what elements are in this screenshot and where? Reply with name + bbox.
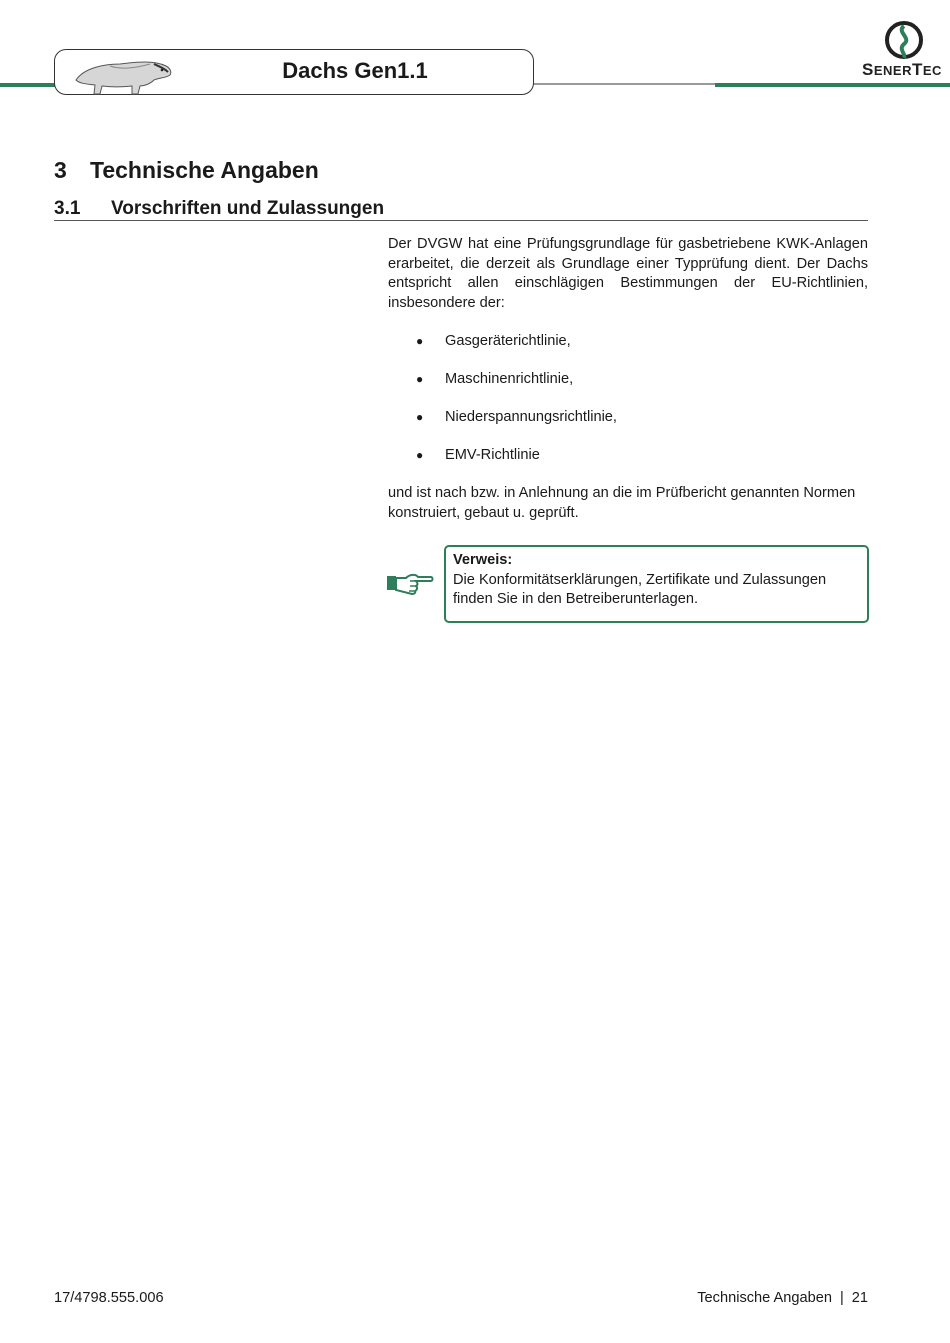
senertec-logo-text: SENERTEC bbox=[862, 60, 942, 79]
footer-section-label: Technische Angaben bbox=[697, 1290, 832, 1306]
section-number: 3.1 bbox=[54, 198, 81, 219]
chapter-heading bbox=[54, 157, 319, 184]
footer-separator: | bbox=[839, 1290, 844, 1306]
footer-doc-number: 17/4798.555.006 bbox=[54, 1290, 164, 1306]
header-title: Dachs Gen1.1 bbox=[282, 58, 428, 83]
note-text: Die Konformitätserklärungen, Zertifikate und Zulassungen finden Sie in den Betreiberunterlagen. bbox=[453, 571, 827, 608]
footer-page-info bbox=[697, 1290, 868, 1306]
reference-note-box bbox=[444, 545, 869, 623]
section-title: Vorschriften und Zulassungen bbox=[111, 198, 385, 219]
list-item: ● Maschinenrichtlinie, bbox=[416, 371, 574, 387]
header-rule-left bbox=[0, 83, 60, 87]
list-item: ● Niederspannungsrichtlinie, bbox=[416, 409, 617, 425]
list-item: ● EMV-Richtlinie bbox=[416, 447, 540, 463]
page-number: 21 bbox=[851, 1290, 868, 1306]
badger-icon bbox=[70, 50, 174, 96]
bullet-icon: ● bbox=[416, 372, 424, 386]
pointing-hand-icon bbox=[386, 570, 434, 596]
header-rule-gray bbox=[530, 83, 716, 85]
senertec-logo-icon bbox=[884, 20, 924, 60]
section-divider bbox=[54, 220, 868, 221]
bullet-icon: ● bbox=[416, 410, 424, 424]
header-rule-right bbox=[715, 83, 950, 87]
bullet-icon: ● bbox=[416, 334, 424, 348]
chapter-title: Technische Angaben bbox=[90, 157, 319, 183]
outro-paragraph: und ist nach bzw. in Anlehnung an die im Prüfbericht genannten Normen konstruiert, gebaut u. geprüft. bbox=[388, 485, 856, 521]
chapter-number: 3 bbox=[54, 157, 67, 183]
list-item: ● Gasgeräterichtlinie, bbox=[416, 333, 571, 349]
section-heading bbox=[54, 198, 384, 220]
bullet-icon: ● bbox=[416, 448, 424, 462]
intro-paragraph: Der DVGW hat eine Prüfungsgrundlage für gasbetriebene KWK-Anlagen erarbeitet, die derzeit als Grundlage einer Typprüfung dient. Der Dachs entspricht allen einschlägigen Bestimmungen der EU-Richtlinien, insbesondere der: bbox=[388, 236, 868, 311]
note-title: Verweis: bbox=[453, 552, 513, 568]
